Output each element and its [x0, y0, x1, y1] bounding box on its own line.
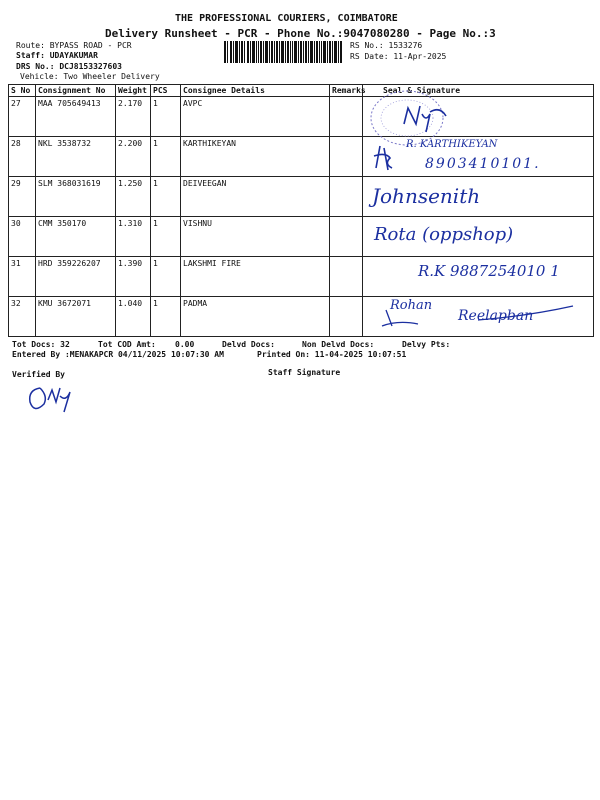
- barcode-image: [224, 41, 342, 63]
- cell-consignment: CMM 350170: [36, 217, 116, 257]
- cell-sno: 28: [9, 137, 36, 177]
- cell-weight: 1.040: [116, 297, 151, 337]
- entered-by: Entered By :MENAKAPCR 04/11/2025 10:07:30 AM: [12, 350, 224, 359]
- col-header-consignee: Consignee Details: [181, 85, 330, 97]
- total-cod-value: 0.00: [175, 340, 195, 349]
- cell-consignee: VISHNU: [181, 217, 330, 257]
- rs-number: RS No.: 1533276: [350, 41, 423, 50]
- col-header-seal-signature: Seal & Signature: [363, 85, 594, 97]
- cell-sno: 32: [9, 297, 36, 337]
- cell-weight: 1.390: [116, 257, 151, 297]
- cell-pcs: 1: [151, 177, 181, 217]
- cell-consignee: AVPC: [181, 97, 330, 137]
- cell-sno: 27: [9, 97, 36, 137]
- cell-consignment: KMU 3672071: [36, 297, 116, 337]
- cell-pcs: 1: [151, 257, 181, 297]
- cell-weight: 1.310: [116, 217, 151, 257]
- delivery-points: Delvy Pts:: [402, 340, 451, 349]
- cell-pcs: 1: [151, 217, 181, 257]
- cell-sno: 29: [9, 177, 36, 217]
- col-header-consignment: Consignment No: [36, 85, 116, 97]
- cell-pcs: 1: [151, 297, 181, 337]
- staff-signature-label: Staff Signature: [268, 368, 341, 377]
- cell-sno: 31: [9, 257, 36, 297]
- cell-remarks: [330, 217, 363, 257]
- signature-row32b: Reelapban: [458, 308, 534, 324]
- runsheet-subtitle: Delivery Runsheet - PCR - Phone No.:9047080280 - Page No.:3: [105, 27, 496, 40]
- printed-on: Printed On: 11-04-2025 10:07:51: [257, 350, 407, 359]
- signature-row30: Rota (oppshop): [374, 224, 514, 245]
- cell-remarks: [330, 297, 363, 337]
- total-docs: Tot Docs: 32: [12, 340, 70, 349]
- cell-consignee: DEIVEEGAN: [181, 177, 330, 217]
- signature-row32a: Rohan: [390, 298, 433, 313]
- cell-consignee: PADMA: [181, 297, 330, 337]
- col-header-sno: S No: [9, 85, 36, 97]
- col-header-pcs: PCS: [151, 85, 181, 97]
- staff-label: Staff: UDAYAKUMAR: [16, 51, 98, 60]
- cell-weight: 1.250: [116, 177, 151, 217]
- verified-by-label: Verified By: [12, 370, 65, 379]
- signature-row27-icon: [400, 100, 450, 136]
- cell-consignment: NKL 3538732: [36, 137, 116, 177]
- cell-weight: 2.200: [116, 137, 151, 177]
- delivered-docs: Delvd Docs:: [222, 340, 275, 349]
- signature-row28-phone: 8903410101.: [425, 156, 541, 172]
- cell-remarks: [330, 257, 363, 297]
- col-header-remarks: Remarks: [330, 85, 363, 97]
- cell-consignment: HRD 359226207: [36, 257, 116, 297]
- cell-weight: 2.170: [116, 97, 151, 137]
- cell-consignment: MAA 705649413: [36, 97, 116, 137]
- signature-row28-name: R. KARTHIKEYAN: [406, 139, 498, 150]
- company-title: THE PROFESSIONAL COURIERS, COIMBATORE: [175, 13, 398, 24]
- col-header-weight: Weight: [116, 85, 151, 97]
- cell-consignee: LAKSHMI FIRE: [181, 257, 330, 297]
- signature-row29: Johnsenith: [372, 184, 481, 208]
- route-label: Route: BYPASS ROAD - PCR: [16, 41, 132, 50]
- cell-remarks: [330, 177, 363, 217]
- non-delivered-docs: Non Delvd Docs:: [302, 340, 375, 349]
- drs-number: DRS No.: DCJ8153327603: [16, 62, 122, 71]
- signature-row32-icon: [378, 296, 578, 332]
- table-header-row: [9, 85, 594, 97]
- cell-pcs: 1: [151, 137, 181, 177]
- cell-pcs: 1: [151, 97, 181, 137]
- cell-sno: 30: [9, 217, 36, 257]
- cell-consignment: SLM 368031619: [36, 177, 116, 217]
- cell-remarks: [330, 137, 363, 177]
- signature-row28-icon: [370, 142, 400, 172]
- cell-remarks: [330, 97, 363, 137]
- total-cod-label: Tot COD Amt:: [98, 340, 156, 349]
- signature-row31: R.K 9887254010 1: [418, 262, 560, 280]
- table-row: [9, 97, 594, 137]
- cell-consignee: KARTHIKEYAN: [181, 137, 330, 177]
- vehicle-label: Vehicle: Two Wheeler Delivery: [20, 72, 160, 81]
- rs-date: RS Date: 11-Apr-2025: [350, 52, 447, 61]
- verified-by-signature-icon: [26, 382, 82, 416]
- table-row: [9, 177, 594, 217]
